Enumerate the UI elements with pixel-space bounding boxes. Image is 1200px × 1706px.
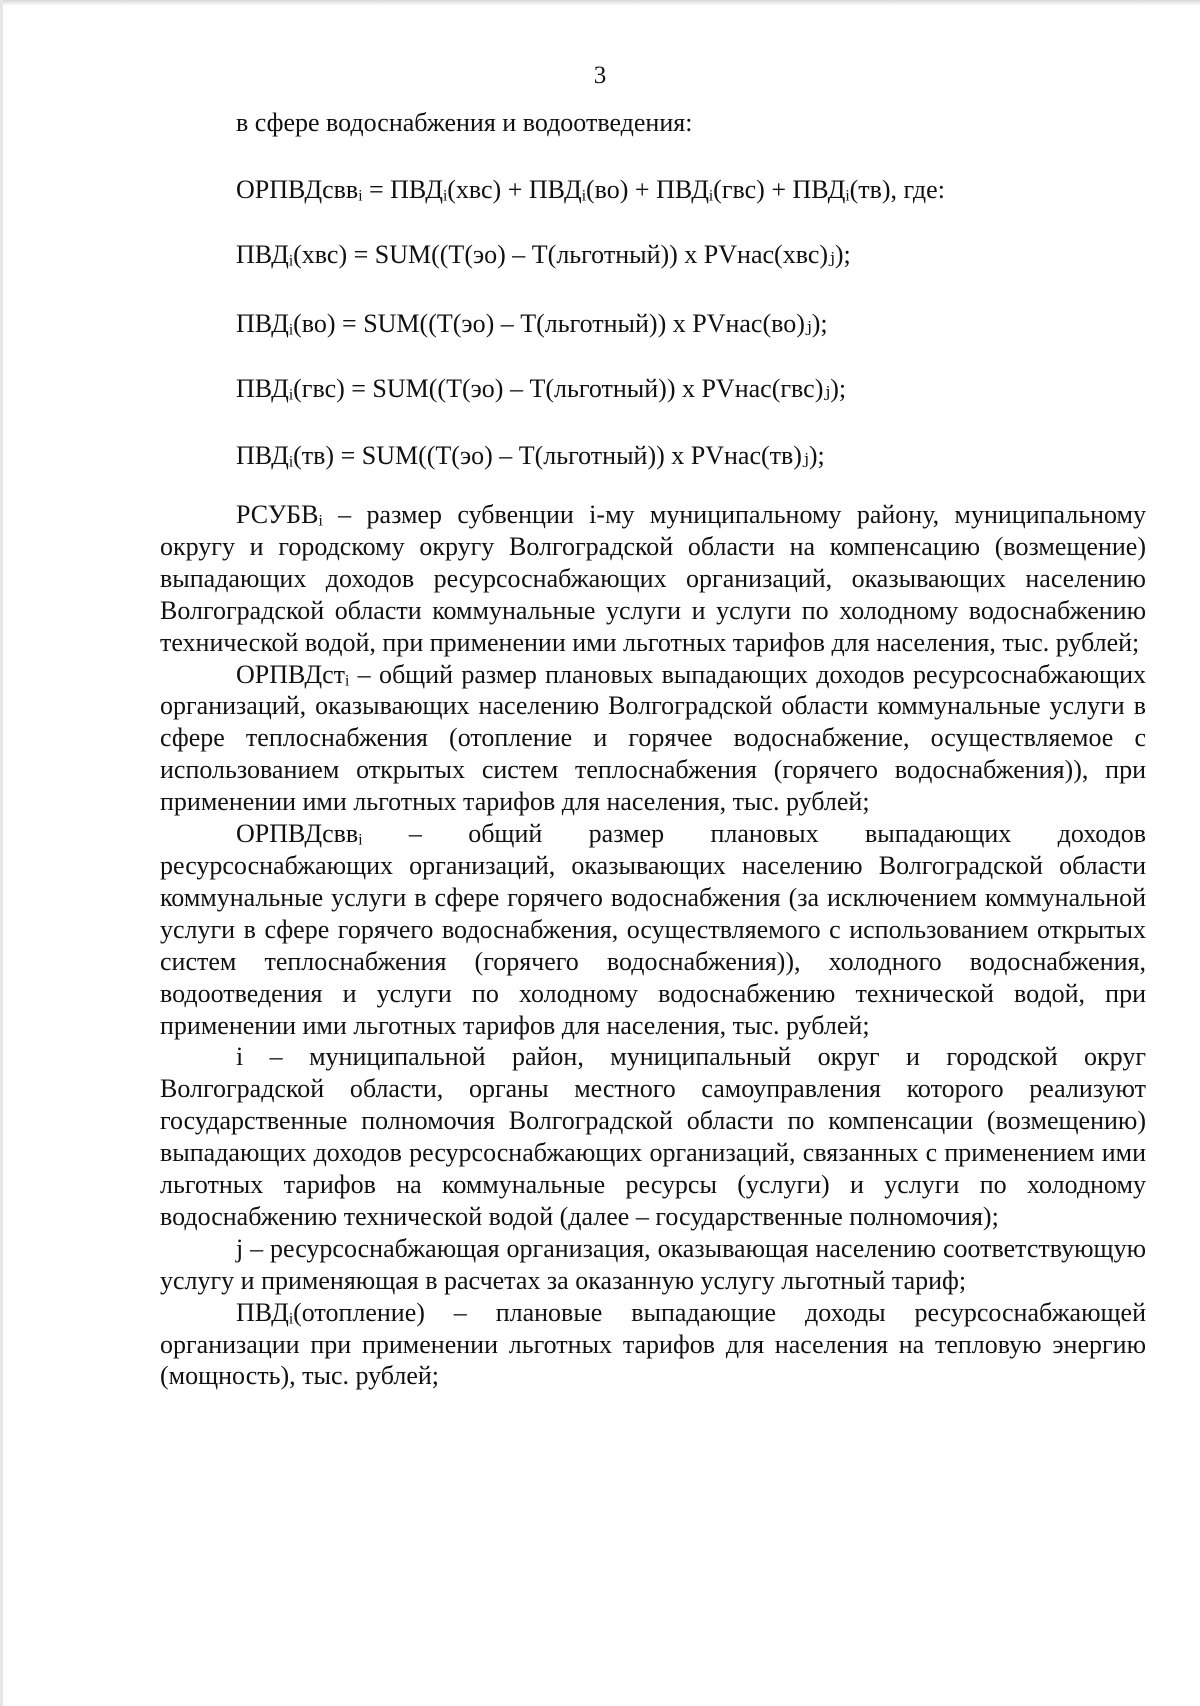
page-number: 3 bbox=[593, 62, 607, 89]
definition-pvd-heating: ПВДᵢ(отопление) – плановые выпадающие доходы ресурсоснабжающей организации при применении льготных тарифов для населения на тепловую энергию (мощность), тыс. рублей; bbox=[160, 1297, 1146, 1391]
formula-technical-water: ПВДᵢ(тв) = SUM((Т(эо) – Т(льготный)) х РVнас(тв)ⱼ); bbox=[236, 441, 825, 470]
scan-left-edge bbox=[0, 0, 3, 1706]
formula-hot-water: ПВДᵢ(гвс) = SUM((Т(эо) – Т(льготный)) х РVнас(гвс)ⱼ); bbox=[236, 374, 847, 403]
scan-top-edge bbox=[0, 0, 1200, 6]
definition-rsubv: РСУБВᵢ – размер субвенции i-му муниципальному району, муниципальному округу и городскому округу Волгоградской области на компенсацию (возмещение) выпадающих доходов ресурсоснабжающих организаций, оказывающих населению Волгоградской области коммунальные услуги и услуги по холодному водоснабжению технической водой, при применении ими льготных тарифов для населения, тыс. рублей; bbox=[160, 500, 1146, 657]
definition-orpvd-st: ОРПВДстᵢ – общий размер плановых выпадающих доходов ресурсоснабжающих организаций, оказывающих населению Волгоградской области коммунальные услуги в сфере теплоснабжения (отопление и горячее водоснабжение, осуществляемое с использованием открытых систем теплоснабжения (горячего водоснабжения)), при применении ими льготных тарифов для населения, тыс. рублей; bbox=[160, 659, 1146, 817]
formula-wastewater: ПВДᵢ(во) = SUM((Т(эо) – Т(льготный)) х РVнас(во)ⱼ); bbox=[236, 309, 828, 338]
intro-line: в сфере водоснабжения и водоотведения: bbox=[236, 108, 693, 137]
formula-cold-water: ПВДᵢ(хвс) = SUM((Т(эо) – Т(льготный)) х РVнас(хвс)ⱼ); bbox=[236, 240, 851, 269]
definition-i: i – муниципальной район, муниципальный округ и городской округ Волгоградской области, органы местного самоуправления которого реализуют государственные полномочия Волгоградской области по компенсации (возмещению) выпадающих доходов ресурсоснабжающих организаций, связанных с применением ими льготных тарифов на коммунальные ресурсы (услуги) и услуги по холодному водоснабжению технической водой (далее – государственные полномочия); bbox=[160, 1042, 1146, 1231]
definition-orpvd-svv: ОРПВДсввᵢ – общий размер плановых выпадающих доходов ресурсоснабжающих организаций, оказывающих населению Волгоградской области коммунальные услуги в сфере горячего водоснабжения (за исключением коммунальной услуги в сфере горячего водоснабжения, осуществляемого с использованием открытых систем теплоснабжения (горячего водоснабжения)), холодного водоснабжения, водоотведения и услуги по холодному водоснабжению технической водой, при применении ими льготных тарифов для населения, тыс. рублей; bbox=[160, 819, 1146, 1040]
definition-j: j – ресурсоснабжающая организация, оказывающая населению соответствующую услугу и применяющая в расчетах за оказанную услугу льготный тариф; bbox=[160, 1233, 1146, 1295]
formula-total: ОРПВДсввᵢ = ПВДᵢ(хвс) + ПВДᵢ(во) + ПВДᵢ(гвс) + ПВДᵢ(тв), где: bbox=[236, 175, 945, 204]
definitions-list bbox=[160, 499, 1146, 1392]
